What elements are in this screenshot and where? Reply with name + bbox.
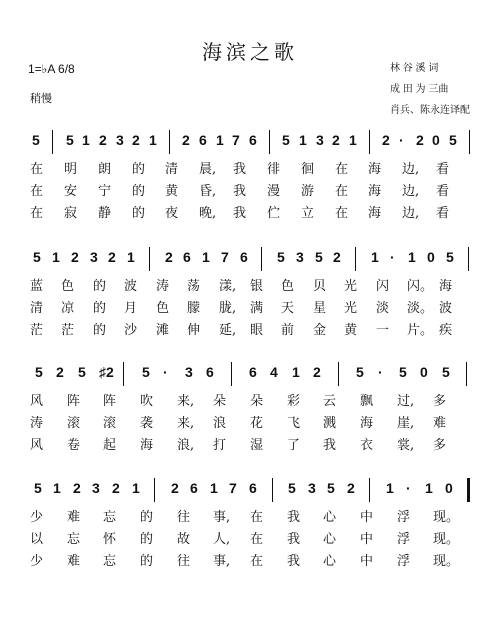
note: 0 [445, 480, 453, 496]
lyric-char: 眼 [250, 323, 264, 338]
lyric-line [28, 550, 478, 572]
lyric-char: 彩 [287, 394, 301, 409]
lyric-char: 金 [313, 323, 327, 338]
lyric-char: 滚 [67, 416, 81, 431]
lyric-char: 徊 [301, 162, 315, 177]
lyric-char: 吹 [140, 394, 154, 409]
lyric-char: 涛 [156, 279, 170, 294]
note: 3 [116, 132, 124, 148]
lyric-char: 在 [335, 206, 349, 221]
lyric-char: 在 [250, 554, 264, 569]
lyric-char: 海 [360, 416, 374, 431]
lyric-char: 多 [433, 394, 447, 409]
lyric-char: 明 [64, 162, 78, 177]
lyric-char: 闪。 [407, 279, 434, 294]
note: 5 [449, 132, 457, 148]
note: 0 [427, 249, 435, 265]
note: ♯2 [99, 364, 114, 380]
lyric-char: 起 [103, 438, 117, 453]
note: 2 [171, 480, 179, 496]
bar-line [269, 130, 270, 154]
credits [390, 58, 470, 121]
note: 2 [347, 480, 355, 496]
note: 3 [316, 132, 324, 148]
tempo-marking: 稍慢 [30, 93, 52, 105]
lyric-char: 海 [368, 206, 382, 221]
lyric-char: 边, [402, 162, 420, 177]
lyric-char: 我 [233, 184, 247, 199]
note: 2 [313, 364, 321, 380]
note: 2 [182, 132, 190, 148]
note: 7 [232, 132, 240, 148]
lyric-line [28, 412, 478, 434]
note-row [28, 247, 478, 275]
note: 3 [296, 249, 304, 265]
lyric-char: 朵 [213, 394, 227, 409]
bar-line [52, 130, 53, 154]
note: 0 [420, 364, 428, 380]
lyric-char: 闪 [376, 279, 390, 294]
lyric-char: 我 [323, 438, 337, 453]
note: 1 [371, 249, 379, 265]
lyric-char: 以 [30, 532, 44, 547]
note: · [390, 249, 395, 265]
note: 1 [292, 364, 300, 380]
note: 2 [132, 132, 140, 148]
lyric-char: 怀 [103, 532, 117, 547]
lyric-char: 中 [360, 532, 374, 547]
lyric-char: 色 [281, 279, 295, 294]
lyric-char: 的 [140, 554, 154, 569]
note: 5 [446, 249, 454, 265]
lyric-char: 茫 [30, 323, 44, 338]
lyric-line [28, 434, 478, 456]
lyric-char: 海 [368, 184, 382, 199]
lyric-line [28, 297, 478, 319]
credit-composer: 成 田 为 三曲 [390, 84, 449, 95]
bar-line [261, 247, 262, 271]
note: 1 [127, 249, 135, 265]
lyric-char: 黄 [344, 323, 358, 338]
note: 7 [221, 249, 229, 265]
note: 2 [416, 132, 424, 148]
lyric-char: 看 [436, 162, 450, 177]
lyric-char: 漫 [267, 184, 281, 199]
note: 5 [442, 364, 450, 380]
lyric-char: 海 [140, 438, 154, 453]
bar-line [169, 130, 170, 154]
note: 5 [277, 249, 285, 265]
lyric-char: 海 [439, 279, 453, 294]
note: 1 [53, 480, 61, 496]
lyric-char: 故 [177, 532, 191, 547]
note-row [28, 130, 478, 158]
lyric-char: 中 [360, 554, 374, 569]
bar-line [467, 478, 470, 502]
lyric-char: 我 [287, 532, 301, 547]
lyric-char: 飘 [360, 394, 374, 409]
lyric-char: 一 [376, 323, 390, 338]
bar-line [272, 478, 273, 502]
lyric-char: 事, [213, 510, 231, 525]
lyric-char: 宁 [98, 184, 112, 199]
note: 5 [327, 480, 335, 496]
lyric-char: 清 [30, 301, 44, 316]
bar-line [369, 130, 370, 154]
note: 1 [425, 480, 433, 496]
note: 7 [229, 480, 237, 496]
note: 5 [33, 249, 41, 265]
lyric-char: 阵 [103, 394, 117, 409]
note: 6 [206, 364, 214, 380]
lyric-line [28, 528, 478, 550]
note: 6 [249, 480, 257, 496]
note: 3 [92, 480, 100, 496]
lyric-char: 伸 [187, 323, 201, 338]
note: 1 [202, 249, 210, 265]
lyric-char: 光 [344, 279, 358, 294]
note: 1 [216, 132, 224, 148]
lyric-char: 现。 [433, 554, 460, 569]
note: 1 [210, 480, 218, 496]
lyric-char: 了 [287, 438, 301, 453]
bar-line [154, 478, 155, 502]
lyric-char: 难 [67, 554, 81, 569]
lyric-char: 波 [124, 279, 138, 294]
lyric-char: 在 [335, 162, 349, 177]
lyric-char: 浮 [397, 532, 411, 547]
lyric-char: 徘 [267, 162, 281, 177]
lyric-char: 在 [250, 510, 264, 525]
lyric-char: 卷 [67, 438, 81, 453]
lyric-char: 黄 [165, 184, 179, 199]
note: 5 [356, 364, 364, 380]
lyric-char: 忘 [67, 532, 81, 547]
note: 1 [132, 480, 140, 496]
note: 1 [349, 132, 357, 148]
lyric-char: 清 [165, 162, 179, 177]
bar-line [355, 247, 356, 271]
lyric-char: 风 [30, 438, 44, 453]
lyric-char: 边, [402, 184, 420, 199]
lyric-char: 忘 [103, 554, 117, 569]
song-title: 海滨之歌 [202, 40, 298, 64]
lyric-char: 难 [433, 416, 447, 431]
lyric-char: 的 [93, 323, 107, 338]
lyric-char: 看 [436, 206, 450, 221]
lyric-char: 满 [250, 301, 264, 316]
lyric-char: 海 [368, 162, 382, 177]
note: 2 [165, 249, 173, 265]
bar-line [369, 478, 370, 502]
lyric-char: 色 [156, 301, 170, 316]
lyric-char: 浪 [213, 416, 227, 431]
note: 6 [183, 249, 191, 265]
note: 5 [288, 480, 296, 496]
bar-line [231, 362, 232, 386]
note: 1 [299, 132, 307, 148]
lyric-char: 忘 [103, 510, 117, 525]
note: 6 [240, 249, 248, 265]
lyric-char: 心 [323, 554, 337, 569]
lyric-char: 涛 [30, 416, 44, 431]
lyric-char: 胧, [219, 301, 237, 316]
lyric-char: 光 [344, 301, 358, 316]
lyric-char: 茫 [61, 323, 75, 338]
lyric-char: 溅 [323, 416, 337, 431]
lyric-char: 我 [287, 510, 301, 525]
lyric-char: 伫 [267, 206, 281, 221]
lyric-char: 云 [323, 394, 337, 409]
lyric-char: 风 [30, 394, 44, 409]
lyric-char: 寂 [64, 206, 78, 221]
lyric-char: 来, [177, 416, 195, 431]
lyric-char: 前 [281, 323, 295, 338]
note: · [163, 364, 168, 380]
lyric-char: 难 [67, 510, 81, 525]
note: 5 [66, 132, 74, 148]
lyric-char: 月 [124, 301, 138, 316]
lyric-char: 现。 [433, 532, 460, 547]
key-signature: 1=♭A 6/8 [28, 62, 75, 76]
note: · [399, 132, 404, 148]
lyric-char: 疾 [439, 323, 453, 338]
bar-line [468, 247, 469, 271]
lyric-char: 阵 [67, 394, 81, 409]
note: 6 [249, 132, 257, 148]
bar-line [338, 362, 339, 386]
lyric-char: 过, [397, 394, 415, 409]
lyric-char: 朵 [250, 394, 264, 409]
lyric-char: 的 [93, 301, 107, 316]
lyric-char: 袭 [140, 416, 154, 431]
note: 3 [90, 249, 98, 265]
lyric-char: 漾, [219, 279, 237, 294]
bar-line [149, 247, 150, 271]
lyric-char: 凉 [61, 301, 75, 316]
lyric-char: 荡 [187, 279, 201, 294]
note: 5 [315, 249, 323, 265]
lyric-char: 裳, [397, 438, 415, 453]
note: 5 [78, 364, 86, 380]
lyric-char: 事, [213, 554, 231, 569]
note: 2 [56, 364, 64, 380]
note: 5 [35, 364, 43, 380]
lyric-char: 浪, [177, 438, 195, 453]
lyric-char: 崖, [397, 416, 415, 431]
note: 5 [32, 132, 40, 148]
note: 1 [408, 249, 416, 265]
lyric-char: 在 [30, 206, 44, 221]
lyric-char: 我 [233, 206, 247, 221]
lyric-char: 人, [213, 532, 231, 547]
lyric-char: 心 [323, 532, 337, 547]
lyric-char: 现。 [433, 510, 460, 525]
lyric-char: 在 [250, 532, 264, 547]
bar-line [469, 130, 470, 154]
lyric-char: 打 [213, 438, 227, 453]
note: 2 [382, 132, 390, 148]
lyric-char: 我 [233, 162, 247, 177]
note: 5 [399, 364, 407, 380]
lyric-char: 中 [360, 510, 374, 525]
lyric-char: 银 [250, 279, 264, 294]
note: 5 [34, 480, 42, 496]
score-system [28, 478, 478, 572]
lyric-char: 边, [402, 206, 420, 221]
lyric-char: 波 [439, 301, 453, 316]
lyric-line [28, 319, 478, 341]
note-row [28, 362, 478, 390]
note: · [378, 364, 383, 380]
lyric-char: 心 [323, 510, 337, 525]
lyric-char: 在 [30, 184, 44, 199]
lyric-char: 我 [287, 554, 301, 569]
lyric-char: 天 [281, 301, 295, 316]
note: 1 [52, 249, 60, 265]
lyric-char: 飞 [287, 416, 301, 431]
credit-translator: 肖兵、陈永连译配 [390, 105, 470, 116]
lyric-char: 游 [301, 184, 315, 199]
note: 6 [190, 480, 198, 496]
lyric-char: 延, [219, 323, 237, 338]
credit-lyricist: 林 谷 溪 词 [390, 63, 439, 74]
lyric-char: 看 [436, 184, 450, 199]
lyric-line [28, 275, 478, 297]
lyric-char: 淡 [376, 301, 390, 316]
lyric-char: 在 [335, 184, 349, 199]
note: 2 [332, 132, 340, 148]
lyric-line [28, 506, 478, 528]
lyric-line [28, 180, 478, 202]
lyric-char: 浮 [397, 510, 411, 525]
lyric-char: 的 [132, 206, 146, 221]
note: 2 [112, 480, 120, 496]
note: 6 [199, 132, 207, 148]
note: 3 [308, 480, 316, 496]
lyric-char: 的 [132, 184, 146, 199]
lyric-char: 立 [301, 206, 315, 221]
note: 2 [73, 480, 81, 496]
note: 1 [82, 132, 90, 148]
lyric-char: 湿 [250, 438, 264, 453]
note: 2 [71, 249, 79, 265]
lyric-char: 静 [98, 206, 112, 221]
lyric-char: 淡。 [407, 301, 434, 316]
note-row [28, 478, 478, 506]
lyric-char: 贝 [313, 279, 327, 294]
lyric-char: 少 [30, 510, 44, 525]
lyric-char: 片。 [407, 323, 434, 338]
lyric-char: 沙 [124, 323, 138, 338]
note: 2 [333, 249, 341, 265]
lyric-char: 往 [177, 554, 191, 569]
lyric-char: 的 [132, 162, 146, 177]
lyric-char: 多 [433, 438, 447, 453]
bar-line [123, 362, 124, 386]
lyric-char: 往 [177, 510, 191, 525]
lyric-line [28, 390, 478, 412]
note: 2 [99, 132, 107, 148]
lyric-char: 色 [61, 279, 75, 294]
lyric-char: 的 [93, 279, 107, 294]
lyric-char: 滚 [103, 416, 117, 431]
note: 1 [386, 480, 394, 496]
lyric-char: 夜 [165, 206, 179, 221]
lyric-char: 花 [250, 416, 264, 431]
lyric-char: 的 [140, 532, 154, 547]
lyric-char: 滩 [156, 323, 170, 338]
lyric-char: 在 [30, 162, 44, 177]
note: 3 [185, 364, 193, 380]
lyric-char: 晚, [199, 206, 217, 221]
score-system [28, 247, 478, 341]
lyric-char: 的 [140, 510, 154, 525]
lyric-char: 星 [313, 301, 327, 316]
note: 1 [149, 132, 157, 148]
note: 6 [249, 364, 257, 380]
note: 0 [432, 132, 440, 148]
lyric-char: 来, [177, 394, 195, 409]
lyric-char: 浮 [397, 554, 411, 569]
lyric-char: 安 [64, 184, 78, 199]
lyric-char: 少 [30, 554, 44, 569]
lyric-line [28, 202, 478, 224]
note: 2 [108, 249, 116, 265]
score-system [28, 130, 478, 224]
note: 5 [142, 364, 150, 380]
note: 5 [282, 132, 290, 148]
lyric-line [28, 158, 478, 180]
note: 4 [270, 364, 278, 380]
lyric-char: 朦 [187, 301, 201, 316]
lyric-char: 昏, [199, 184, 217, 199]
lyric-char: 晨, [199, 162, 217, 177]
bar-line [466, 362, 467, 386]
note: · [406, 480, 411, 496]
lyric-char: 蓝 [30, 279, 44, 294]
lyric-char: 衣 [360, 438, 374, 453]
score-system [28, 362, 478, 456]
lyric-char: 朗 [98, 162, 112, 177]
